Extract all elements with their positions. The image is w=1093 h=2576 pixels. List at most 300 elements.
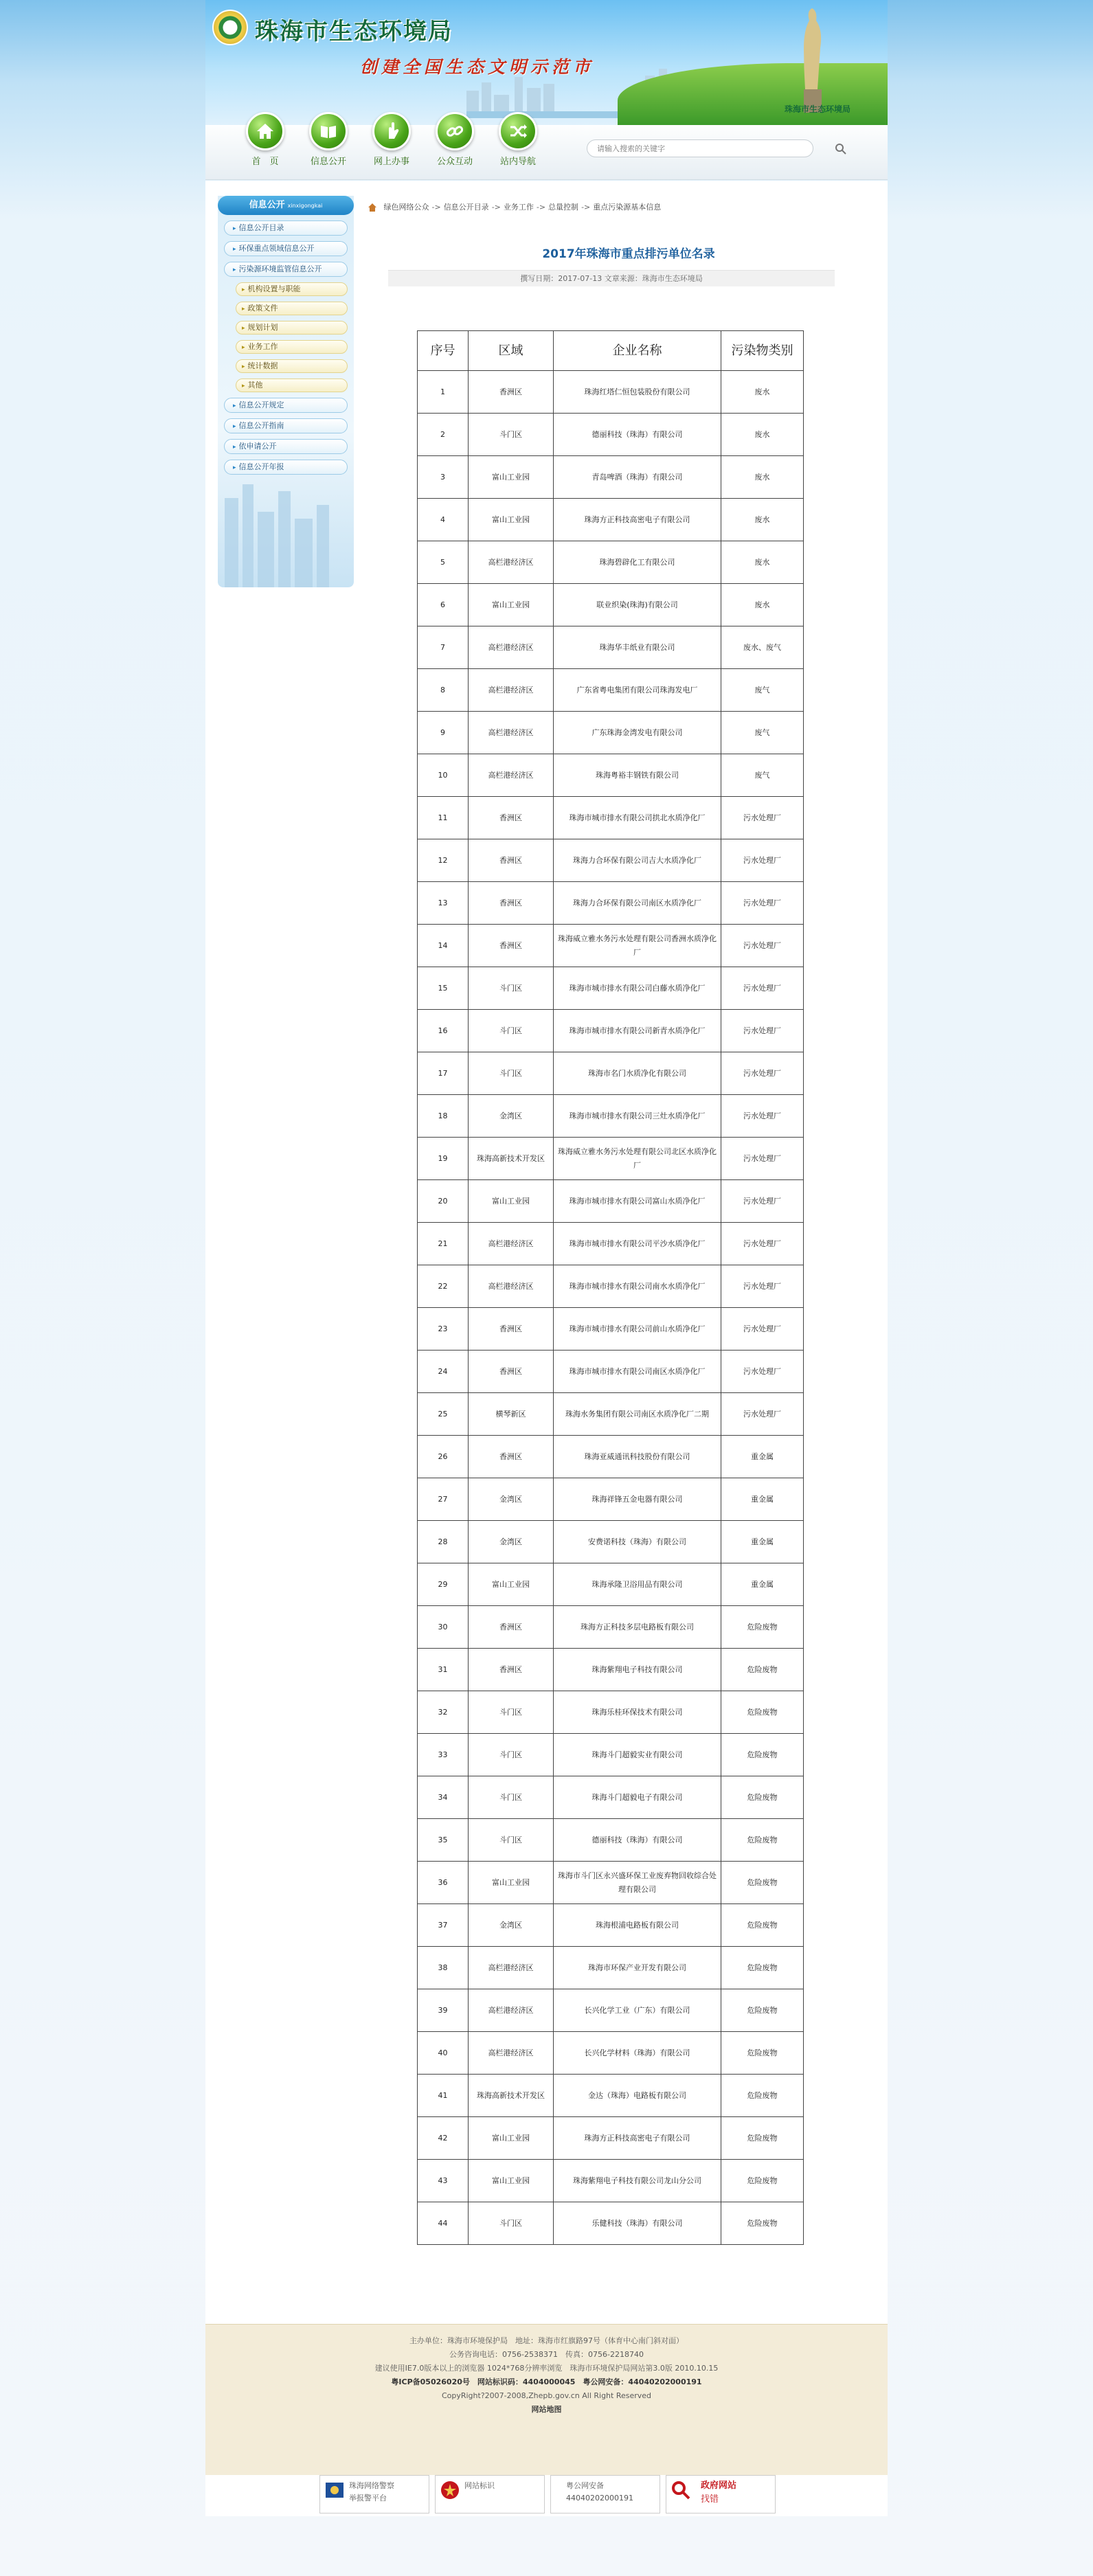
row-district: 珠海高新技术开发区 (469, 2075, 554, 2117)
row-index: 1 (418, 371, 469, 414)
row-company: 青岛啤酒（珠海）有限公司 (554, 456, 721, 499)
home-icon (246, 112, 284, 150)
row-company: 德丽科技（珠海）有限公司 (554, 414, 721, 456)
sidebar-subitem-organization[interactable]: ▸ 机构设置与职能 (236, 282, 348, 296)
row-district: 香洲区 (469, 1436, 554, 1478)
row-pollutant: 废水 (721, 499, 804, 541)
nav-site-navigation[interactable] (491, 126, 545, 167)
national-emblem-icon (440, 2480, 460, 2500)
table-row (418, 1563, 804, 1606)
row-pollutant: 危险废物 (721, 1904, 804, 1947)
row-company: 珠海碧辟化工有限公司 (554, 541, 721, 584)
link-icon (436, 112, 474, 150)
row-pollutant: 危险废物 (721, 1606, 804, 1649)
search-icon[interactable] (835, 143, 847, 155)
breadcrumb-separator: -> (491, 203, 501, 212)
row-index: 3 (418, 456, 469, 499)
row-company: 珠海市名门水质净化有限公司 (554, 1052, 721, 1095)
table-row (418, 1989, 804, 2032)
nav-info-public-label: 信息公开 (310, 157, 346, 167)
row-index: 19 (418, 1138, 469, 1180)
sidebar-item-on-request[interactable]: ▸ 依申请公开 (224, 439, 348, 454)
row-district: 富山工业园 (469, 2117, 554, 2160)
sidebar-item-pollution-source[interactable]: ▸ 污染源环境监管信息公开 (224, 262, 348, 277)
row-index: 30 (418, 1606, 469, 1649)
row-district: 斗门区 (469, 414, 554, 456)
row-index: 37 (418, 1904, 469, 1947)
statue-image (791, 3, 833, 113)
row-company: 珠海市城市排水有限公司富山水质净化厂 (554, 1180, 721, 1223)
table-row (418, 1862, 804, 1904)
row-company: 珠海市城市排水有限公司新青水质净化厂 (554, 1010, 721, 1052)
table-row (418, 1393, 804, 1436)
table-row (418, 1436, 804, 1478)
footer-copyright: CopyRight?2007-2008,Zhepb.gov.cn All Right Reserved (441, 2391, 652, 2400)
row-company: 德丽科技（珠海）有限公司 (554, 1819, 721, 1862)
badge-text: 网站标识 (464, 2481, 495, 2490)
sidebar-subitem-business[interactable]: ▸ 业务工作 (236, 340, 348, 354)
row-index: 36 (418, 1862, 469, 1904)
row-pollutant: 危险废物 (721, 2117, 804, 2160)
row-district: 高栏港经济区 (469, 2032, 554, 2075)
row-pollutant: 危险废物 (721, 1734, 804, 1776)
row-index: 18 (418, 1095, 469, 1138)
row-district: 高栏港经济区 (469, 1223, 554, 1265)
table-row (418, 2032, 804, 2075)
row-index: 11 (418, 797, 469, 839)
row-pollutant: 污水处理厂 (721, 1308, 804, 1351)
row-pollutant: 污水处理厂 (721, 797, 804, 839)
row-index: 26 (418, 1436, 469, 1478)
footer-browser-note: 建议使用IE7.0版本以上的浏览器 1024*768分辨率浏览 珠海市环境保护局网站第3.0版 2010.10.15 (374, 2364, 719, 2373)
table-row (418, 1776, 804, 1819)
row-index: 27 (418, 1478, 469, 1521)
main-nav (205, 125, 888, 180)
breadcrumb-item[interactable]: 绿色网络公众 (383, 203, 429, 212)
row-pollutant: 重金属 (721, 1563, 804, 1606)
row-company: 广东省粤电集团有限公司珠海发电厂 (554, 669, 721, 712)
row-district: 高栏港经济区 (469, 669, 554, 712)
table-row (418, 754, 804, 797)
sidebar-subitem-planning[interactable]: ▸ 规划计划 (236, 321, 348, 335)
row-district: 香洲区 (469, 797, 554, 839)
footer-badges (205, 2475, 888, 2516)
row-company: 乐健科技（珠海）有限公司 (554, 2202, 721, 2245)
hand-icon (372, 112, 411, 150)
nav-home-label: 首 页 (251, 157, 279, 167)
row-index: 15 (418, 967, 469, 1010)
row-district: 斗门区 (469, 1776, 554, 1819)
footer-sponsor: 主办单位：珠海市环境保护局 地址：珠海市红旗路97号（体育中心南门斜对面） (409, 2336, 684, 2345)
row-pollutant: 污水处理厂 (721, 1223, 804, 1265)
row-company: 珠海市城市排水有限公司白藤水质净化厂 (554, 967, 721, 1010)
table-row (418, 1351, 804, 1393)
sidebar-item-guide[interactable]: ▸ 信息公开指南 (224, 418, 348, 433)
row-index: 33 (418, 1734, 469, 1776)
row-index: 38 (418, 1947, 469, 1989)
table-row (418, 1521, 804, 1563)
row-district: 富山工业园 (469, 1862, 554, 1904)
row-company: 联业织染(珠海)有限公司 (554, 584, 721, 626)
row-district: 香洲区 (469, 839, 554, 882)
row-index: 6 (418, 584, 469, 626)
row-index: 2 (418, 414, 469, 456)
row-district: 高栏港经济区 (469, 1989, 554, 2032)
article-title: 2017年珠海市重点排污单位名录 (542, 247, 715, 261)
row-pollutant: 重金属 (721, 1436, 804, 1478)
row-pollutant: 废水 (721, 414, 804, 456)
police-badge[interactable] (319, 2475, 429, 2513)
row-district: 斗门区 (469, 1691, 554, 1734)
table-row (418, 1223, 804, 1265)
nav-online-service[interactable] (364, 126, 419, 167)
row-index: 10 (418, 754, 469, 797)
row-district: 香洲区 (469, 882, 554, 925)
row-district: 高栏港经济区 (469, 754, 554, 797)
row-company: 珠海斗门超毅电子有限公司 (554, 1776, 721, 1819)
table-row (418, 712, 804, 754)
row-pollutant: 危险废物 (721, 2032, 804, 2075)
row-district: 香洲区 (469, 1351, 554, 1393)
table-row (418, 1691, 804, 1734)
row-district: 香洲区 (469, 371, 554, 414)
table-row (418, 839, 804, 882)
row-index: 24 (418, 1351, 469, 1393)
sidebar-item-key-areas[interactable]: ▸ 环保重点领域信息公开 (224, 241, 348, 256)
table-row (418, 456, 804, 499)
row-company: 珠海市城市排水有限公司南区水质净化厂 (554, 1351, 721, 1393)
row-pollutant: 废气 (721, 754, 804, 797)
row-district: 斗门区 (469, 967, 554, 1010)
nav-home[interactable] (238, 126, 293, 167)
row-index: 22 (418, 1265, 469, 1308)
breadcrumb-item[interactable]: 业务工作 (503, 203, 534, 212)
sidebar-heading (218, 196, 354, 215)
row-district: 香洲区 (469, 1649, 554, 1691)
row-district: 珠海高新技术开发区 (469, 1138, 554, 1180)
breadcrumb-separator: -> (536, 203, 546, 212)
row-pollutant: 污水处理厂 (721, 967, 804, 1010)
row-pollutant: 废水、废气 (721, 626, 804, 669)
polluter-table (417, 330, 804, 2245)
row-pollutant: 危险废物 (721, 1989, 804, 2032)
sidebar-city-image (218, 471, 354, 587)
table-row (418, 1947, 804, 1989)
row-index: 21 (418, 1223, 469, 1265)
table-row (418, 1649, 804, 1691)
row-company: 珠海方正科技高密电子有限公司 (554, 2117, 721, 2160)
row-pollutant: 污水处理厂 (721, 925, 804, 967)
row-district: 高栏港经济区 (469, 626, 554, 669)
footer-icp: 粤ICP备05026020号 网站标识码：4404000045 粤公网安备：44040202000191 (391, 2377, 702, 2386)
row-pollutant: 污水处理厂 (721, 1138, 804, 1180)
search-input[interactable] (587, 139, 813, 157)
nav-public-interaction-label: 公众互动 (436, 157, 473, 167)
row-pollutant: 污水处理厂 (721, 1052, 804, 1095)
table-row (418, 371, 804, 414)
header-district: 区域 (469, 331, 554, 371)
table-row (418, 797, 804, 839)
row-pollutant: 污水处理厂 (721, 882, 804, 925)
row-district: 金湾区 (469, 1521, 554, 1563)
site-id-badge[interactable] (435, 2475, 545, 2513)
row-district: 富山工业园 (469, 584, 554, 626)
row-pollutant: 危险废物 (721, 2160, 804, 2202)
row-district: 高栏港经济区 (469, 712, 554, 754)
row-district: 富山工业园 (469, 456, 554, 499)
row-company: 珠海承隆卫浴用品有限公司 (554, 1563, 721, 1606)
row-district: 斗门区 (469, 1819, 554, 1862)
row-index: 8 (418, 669, 469, 712)
table-row (418, 626, 804, 669)
badge-text: 珠海网络警察 (349, 2481, 394, 2490)
home-icon (368, 203, 377, 212)
row-company: 珠海水务集团有限公司南区水质净化厂二期 (554, 1393, 721, 1436)
row-district: 富山工业园 (469, 1563, 554, 1606)
row-index: 12 (418, 839, 469, 882)
row-district: 横琴新区 (469, 1393, 554, 1436)
nav-public-interaction[interactable] (427, 126, 482, 167)
table-row (418, 1095, 804, 1138)
footer-contact: 公务咨询电话：0756-2538371 传真：0756-2218740 (449, 2350, 644, 2359)
row-company: 珠海粤裕丰钢铁有限公司 (554, 754, 721, 797)
badge-text: 政府网站 (701, 2481, 737, 2491)
row-company: 珠海力合环保有限公司吉大水质净化厂 (554, 839, 721, 882)
row-pollutant: 污水处理厂 (721, 839, 804, 882)
row-district: 富山工业园 (469, 2160, 554, 2202)
public-security-badge[interactable] (550, 2475, 660, 2513)
shuffle-icon (499, 112, 537, 150)
row-index: 14 (418, 925, 469, 967)
header-pollutant: 污染物类别 (721, 331, 804, 371)
row-index: 34 (418, 1776, 469, 1819)
row-pollutant: 危险废物 (721, 2075, 804, 2117)
row-index: 29 (418, 1563, 469, 1606)
row-index: 16 (418, 1010, 469, 1052)
row-pollutant: 污水处理厂 (721, 1010, 804, 1052)
row-company: 珠海祥锋五金电器有限公司 (554, 1478, 721, 1521)
table-row (418, 1308, 804, 1351)
sidebar-item-annual-report[interactable]: ▸ 信息公开年报 (224, 460, 348, 475)
sidebar-heading-sub: xinxigongkai (287, 203, 323, 209)
row-pollutant: 危险废物 (721, 1649, 804, 1691)
row-index: 25 (418, 1393, 469, 1436)
table-row (418, 541, 804, 584)
brand-tag: 珠海市生态环境局 (784, 104, 850, 114)
row-pollutant: 废气 (721, 712, 804, 754)
table-row (418, 1138, 804, 1180)
row-pollutant: 重金属 (721, 1478, 804, 1521)
row-pollutant: 污水处理厂 (721, 1095, 804, 1138)
table-row (418, 2075, 804, 2117)
row-pollutant: 废水 (721, 456, 804, 499)
gov-site-error-badge[interactable] (666, 2475, 776, 2513)
row-index: 39 (418, 1989, 469, 2032)
sidebar (218, 196, 354, 587)
row-pollutant: 废水 (721, 371, 804, 414)
table-row (418, 1265, 804, 1308)
table-row (418, 2117, 804, 2160)
row-index: 43 (418, 2160, 469, 2202)
row-pollutant: 污水处理厂 (721, 1351, 804, 1393)
row-district: 香洲区 (469, 925, 554, 967)
row-district: 高栏港经济区 (469, 1947, 554, 1989)
row-district: 金湾区 (469, 1478, 554, 1521)
sidebar-item-regulations[interactable]: ▸ 信息公开规定 (224, 398, 348, 413)
row-pollutant: 危险废物 (721, 1819, 804, 1862)
row-index: 44 (418, 2202, 469, 2245)
breadcrumb-item[interactable]: 信息公开目录 (443, 203, 489, 212)
row-company: 珠海市环保产业开发有限公司 (554, 1947, 721, 1989)
content-area (205, 181, 888, 2324)
table-row (418, 1606, 804, 1649)
row-pollutant: 危险废物 (721, 2202, 804, 2245)
row-company: 珠海威立雅水务污水处理有限公司香洲水质净化厂 (554, 925, 721, 967)
breadcrumb (368, 201, 661, 212)
row-district: 高栏港经济区 (469, 1265, 554, 1308)
row-company: 安费诺科技（珠海）有限公司 (554, 1521, 721, 1563)
header-company: 企业名称 (554, 331, 721, 371)
table-row (418, 499, 804, 541)
row-company: 珠海市城市排水有限公司平沙水质净化厂 (554, 1223, 721, 1265)
row-company: 珠海亚威通讯科技股份有限公司 (554, 1436, 721, 1478)
sidebar-item-catalog[interactable]: ▸ 信息公开目录 (224, 221, 348, 236)
table-row (418, 414, 804, 456)
row-pollutant: 污水处理厂 (721, 1180, 804, 1223)
row-company: 珠海市城市排水有限公司前山水质净化厂 (554, 1308, 721, 1351)
table-row (418, 1010, 804, 1052)
row-index: 4 (418, 499, 469, 541)
table-row (418, 2202, 804, 2245)
table-header-row (418, 331, 804, 371)
row-pollutant: 废水 (721, 584, 804, 626)
breadcrumb-item[interactable]: 总量控制 (548, 203, 579, 212)
row-district: 金湾区 (469, 1095, 554, 1138)
row-district: 香洲区 (469, 1606, 554, 1649)
table-row (418, 925, 804, 967)
row-company: 珠海市城市排水有限公司南水水质净化厂 (554, 1265, 721, 1308)
badge-text: 粤公网安备 (566, 2481, 604, 2490)
row-pollutant: 废气 (721, 669, 804, 712)
table-row (418, 584, 804, 626)
row-company: 珠海斗门超毅实业有限公司 (554, 1734, 721, 1776)
row-index: 9 (418, 712, 469, 754)
row-district: 斗门区 (469, 2202, 554, 2245)
row-index: 41 (418, 2075, 469, 2117)
table-row (418, 1052, 804, 1095)
breadcrumb-separator: -> (581, 203, 591, 212)
sidebar-heading-label: 信息公开 (249, 200, 285, 210)
sidebar-subitem-policy[interactable]: ▸ 政策文件 (236, 302, 348, 315)
sitemap-link[interactable]: 网站地图 (531, 2405, 562, 2414)
row-district: 金湾区 (469, 1904, 554, 1947)
table-row (418, 1734, 804, 1776)
breadcrumb-item[interactable]: 重点污染源基本信息 (593, 203, 662, 212)
row-company: 珠海力合环保有限公司南区水质净化厂 (554, 882, 721, 925)
nav-online-service-label: 网上办事 (373, 157, 409, 167)
row-district: 斗门区 (469, 1052, 554, 1095)
badge-text: 44040202000191 (566, 2494, 633, 2502)
table-row (418, 882, 804, 925)
book-icon (309, 112, 348, 150)
row-district: 高栏港经济区 (469, 541, 554, 584)
table-row (418, 1904, 804, 1947)
row-index: 31 (418, 1649, 469, 1691)
row-index: 17 (418, 1052, 469, 1095)
row-company: 长兴化学工业（广东）有限公司 (554, 1989, 721, 2032)
sidebar-subitem-statistics[interactable]: ▸ 统计数据 (236, 359, 348, 373)
row-index: 20 (418, 1180, 469, 1223)
row-index: 28 (418, 1521, 469, 1563)
table-row (418, 2160, 804, 2202)
row-pollutant: 危险废物 (721, 1691, 804, 1734)
police-icon (324, 2480, 345, 2500)
row-district: 富山工业园 (469, 1180, 554, 1223)
row-company: 珠海市斗门区永兴盛环保工业废弃物回收综合处理有限公司 (554, 1862, 721, 1904)
row-index: 23 (418, 1308, 469, 1351)
site-banner (205, 0, 888, 125)
row-index: 42 (418, 2117, 469, 2160)
magnifier-icon (671, 2480, 691, 2500)
row-company: 珠海紫翔电子科技有限公司 (554, 1649, 721, 1691)
sidebar-subitem-other[interactable]: ▸ 其他 (236, 379, 348, 392)
header-index: 序号 (418, 331, 469, 371)
row-index: 40 (418, 2032, 469, 2075)
row-index: 5 (418, 541, 469, 584)
table-row (418, 669, 804, 712)
article-meta: 撰写日期：2017-07-13 文章来源：珠海市生态环境局 (388, 270, 835, 286)
nav-site-navigation-label: 站内导航 (499, 157, 536, 167)
row-index: 7 (418, 626, 469, 669)
row-district: 斗门区 (469, 1010, 554, 1052)
site-title: 珠海市生态环境局 (255, 18, 453, 45)
row-pollutant: 危险废物 (721, 1776, 804, 1819)
row-district: 富山工业园 (469, 499, 554, 541)
row-district: 香洲区 (469, 1308, 554, 1351)
row-company: 珠海乐桂环保技术有限公司 (554, 1691, 721, 1734)
row-company: 长兴化学材料（珠海）有限公司 (554, 2032, 721, 2075)
table-row (418, 1180, 804, 1223)
row-pollutant: 污水处理厂 (721, 1265, 804, 1308)
row-index: 35 (418, 1819, 469, 1862)
row-index: 32 (418, 1691, 469, 1734)
row-company: 珠海华丰纸业有限公司 (554, 626, 721, 669)
row-company: 珠海威立雅水务污水处理有限公司北区水质净化厂 (554, 1138, 721, 1180)
row-company: 珠海方正科技多层电路板有限公司 (554, 1606, 721, 1649)
badge-text: 举报警平台 (349, 2494, 387, 2502)
row-company: 珠海方正科技高密电子有限公司 (554, 499, 721, 541)
row-pollutant: 危险废物 (721, 1862, 804, 1904)
badge-text: 找错 (701, 2494, 719, 2505)
slogan: 创建全国生态文明示范市 (360, 57, 595, 77)
row-company: 珠海紫翔电子科技有限公司龙山分公司 (554, 2160, 721, 2202)
row-company: 珠海市城市排水有限公司拱北水质净化厂 (554, 797, 721, 839)
row-pollutant: 污水处理厂 (721, 1393, 804, 1436)
table-row (418, 967, 804, 1010)
row-pollutant: 废水 (721, 541, 804, 584)
row-company: 珠海根浦电路板有限公司 (554, 1904, 721, 1947)
row-pollutant: 重金属 (721, 1521, 804, 1563)
row-pollutant: 危险废物 (721, 1947, 804, 1989)
emblem-logo (212, 10, 248, 45)
row-company: 珠海红塔仁恒包装股份有限公司 (554, 371, 721, 414)
nav-info-public[interactable] (301, 126, 356, 167)
row-index: 13 (418, 882, 469, 925)
row-company: 珠海市城市排水有限公司三灶水质净化厂 (554, 1095, 721, 1138)
row-company: 金达（珠海）电路板有限公司 (554, 2075, 721, 2117)
table-row (418, 1819, 804, 1862)
table-row (418, 1478, 804, 1521)
